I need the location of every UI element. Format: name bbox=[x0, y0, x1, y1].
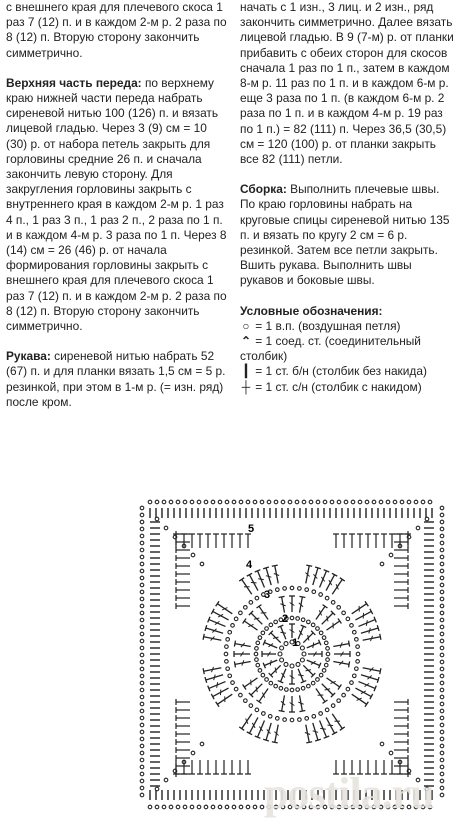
row-number-2: 2 bbox=[282, 613, 289, 625]
legend-list bbox=[240, 319, 456, 395]
row-number-4: 4 bbox=[246, 559, 253, 571]
double-crochet-icon: ┼ bbox=[241, 379, 251, 394]
slip-stitch-icon: ⌃ bbox=[241, 334, 251, 349]
sleeve-text: сиреневой нитью набрать 52 (67) п. и для планки вязать 1,5 см = 5 р. резинкой, при этом в 1-м р. (= изн. ряд) после кром. bbox=[6, 349, 226, 409]
paragraph-shoulder: с внешнего края для плечевого скоса 1 раз 7 (12) п. и в каждом 2-м р. 2 раза по 8 (12) п. Вторую сторону закончить симметрично. bbox=[6, 0, 227, 60]
row-number-1: 1 bbox=[292, 637, 299, 649]
paragraph-front bbox=[6, 76, 230, 334]
front-heading: Верхняя часть переда: bbox=[6, 75, 142, 90]
paragraph-sleeves bbox=[6, 349, 230, 410]
watermark-logo: postila.ru bbox=[264, 769, 434, 818]
chain-stitch-icon: ○ bbox=[242, 318, 250, 333]
single-crochet-icon: ┃ bbox=[242, 364, 250, 379]
paragraph-assembly bbox=[240, 182, 456, 288]
sleeve-heading: Рукава: bbox=[6, 349, 51, 364]
assembly-heading: Сборка: bbox=[240, 182, 287, 197]
legend-heading: Условные обозначения: bbox=[240, 303, 383, 318]
row-number-5: 5 bbox=[248, 523, 255, 535]
assembly-text: Выполнить плечевые швы. По краю горловины набрать на круговые спицы сиреневой нитью 135 п. и вязать по кругу 2 см = 6 р. резинкой. Затем все петли закрыть. Вшить рукава. Выполнить швы рукавов и боковые швы. bbox=[240, 182, 450, 288]
left-column bbox=[6, 0, 230, 410]
legend-item-slip: ⌃ = 1 соед. ст. (соединительный столбик) bbox=[240, 334, 421, 364]
row-number-3: 3 bbox=[264, 589, 271, 601]
legend-item-dc: ┼ = 1 ст. с/н (столбик с накидом) bbox=[241, 379, 422, 394]
legend-item-sc: ┃ = 1 ст. б/н (столбик без накида) bbox=[240, 364, 456, 379]
front-text: по верхнему краю нижней части переда набрать сиреневой нитью 100 (126) п. и вязать лицевой гладью. Через 3 (9) см = 10 (30) р. от набора петель закрыть для горловины средние 26 п. и сначала закончить левую сторону. Для закругления горловины закрыть с внутреннего края в каждом 2-м р. 1 раз 4 п., 1 раз 3 п., 1 раз 2 п., 2 раза по 1 п. и в каждом 4-м р. 3 раза по 1 п. Через 8 (14) см = 26 (46) р. от начала формирования горловины закрыть с внешнего края для плечевого скоса 1 раз 7 (12) п. и в каждом 2-м р. 2 раза по 8 (12) п. Вторую сторону закончить симметрично. bbox=[6, 75, 227, 334]
right-column bbox=[240, 0, 456, 395]
legend-item-chain: ○ = 1 в.п. (воздушная петля) bbox=[240, 319, 456, 334]
paragraph-sleeve-cont: начать с 1 изн., 3 лиц. и 2 изн., ряд закончить симметрично. Далее вязать лицевой гладью. В 9 (7-м) р. от планки прибавить с обеих сторон для скосов сначала 1 раз по 1 п., затем в каждом 8-м р. 11 раз по 1 п. и в каждом 6-м р. еще 3 раза по 1 п. (в каждом 6-м р. 2 раза по 1 п. и в каждом 4-м р. 19 раз по 1 п.) = 82 (111) п. Через 36,5 (30,5) см = 120 (100) р. от планки закрыть все 82 (111) петли. bbox=[240, 0, 454, 167]
